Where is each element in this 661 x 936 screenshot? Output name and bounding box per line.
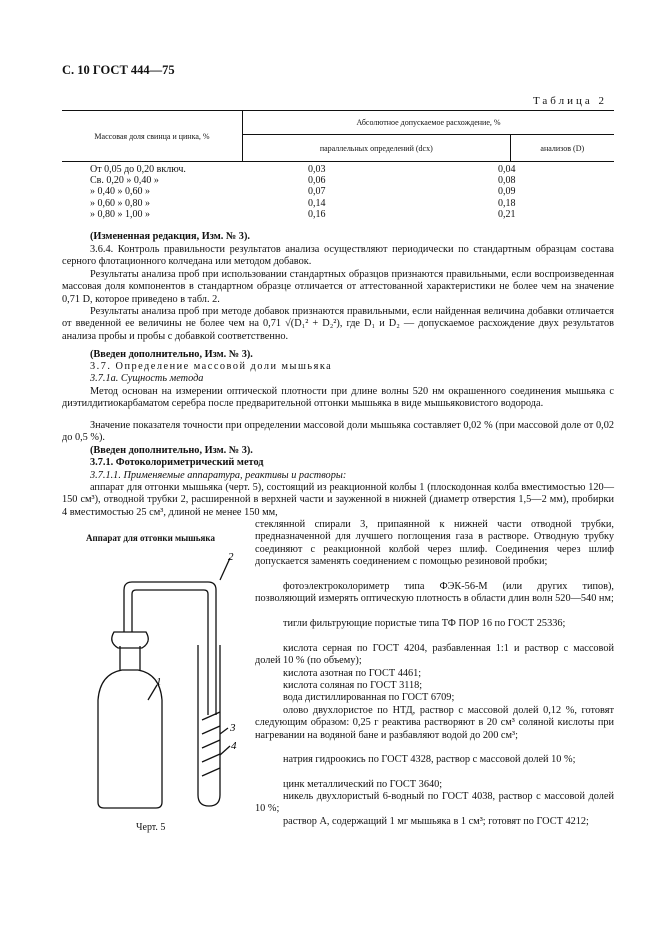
table-col-range: [90, 164, 186, 220]
col1-header: Массовая доля свинца и цинка, %: [62, 111, 243, 162]
table-cell: 0,07: [308, 186, 326, 198]
group-header: Абсолютное допускаемое расхождение, %: [243, 111, 615, 135]
table-col-parallel: [308, 164, 326, 220]
table-cell: 0,08: [498, 175, 516, 187]
list-item: кислота серная по ГОСТ 4204, разбавленная 1:1 и раствор с массовой долей 10 % (по объему);: [255, 643, 614, 667]
para-3-6-4: 3.6.4. Контроль правильности результатов анализа осуществляют периодически по стандартным образцам состава серного флотационного колчедана или методом добавок.: [62, 244, 614, 268]
para-3-7-1a: Метод основан на измерении оптической плотности при длине волны 520 нм окрашенного соединения мышьяка с диэтилдитиокарбаматом серебра после предварительной отгонки мышьяка в виде мышьяковистого водорода.: [62, 386, 614, 410]
table-cell: 0,03: [308, 164, 326, 175]
para-apparatus: аппарат для отгонки мышьяка (черт. 5), состоящий из реакционной колбы 1 (плоскодонная колба вместимостью 120—150 см³), отводной трубки 2, расширенной в верхней части и зауженной в нижней (диаметр отверстия 1,5—2 мм), пробирки 4 вместимостью 25 см³, длиной не менее 150 мм,: [62, 482, 614, 518]
table-col-analysis: [498, 164, 516, 220]
flask-neck: [120, 646, 140, 670]
reaction-flask: [98, 670, 162, 808]
table-row: Св. 0,20 » 0,40 »: [90, 175, 159, 187]
list-item: олово двухлористое по НТД, раствор с массовой долей 0,12 %, готовят следующим образом: 0,25 г реактива растворяют в 20 см³ соляной кислоты при нагревании на водяной бане и разбавляют водой до 200 см³;: [255, 705, 614, 741]
table-2: [62, 110, 614, 162]
revision-note-1: (Измененная редакция, Изм. № 3).: [90, 231, 250, 242]
table-cell: 0,16: [308, 208, 326, 220]
delivery-tube-inner: [132, 590, 208, 715]
label-3: 3: [230, 722, 236, 734]
ground-joint: [112, 632, 149, 648]
table-caption: Таблица 2: [532, 95, 607, 107]
table-row: От 0,05 до 0,20 включ.: [90, 164, 186, 175]
list-item: тигли фильтрующие пористые типа ТФ ПОР 16 по ГОСТ 25336;: [283, 618, 566, 629]
test-tube: [198, 645, 220, 806]
para-3-7-1a-accuracy: Значение показателя точности при определении массовой доли мышьяка составляет 0,02 % (при массовой доле от 0,02 до 0,5 %).: [62, 420, 614, 444]
figure-title: Аппарат для отгонки мышьяка: [86, 533, 215, 543]
section-3-7-1a-title: 3.7.1а. Сущность метода: [90, 373, 204, 384]
label-2: 2: [228, 551, 234, 563]
table-row: » 0,40 » 0,60 »: [90, 186, 150, 198]
table-cell: 0,14: [308, 197, 326, 209]
section-3-7-1-1-title: 3.7.1.1. Применяемые аппаратура, реактивы и растворы:: [90, 470, 347, 481]
list-item: фотоэлектроколориметр типа ФЭК-56-М (или других типов), позволяющий измерять оптическую плотность в области длин волн 520—540 нм;: [255, 581, 614, 605]
section-3-7-1-title: 3.7.1. Фотоколориметрический метод: [90, 457, 264, 468]
list-item: раствор А, содержащий 1 мг мышьяка в 1 см³; готовят по ГОСТ 4212;: [283, 816, 589, 827]
list-item: цинк металлический по ГОСТ 3640;: [283, 779, 443, 790]
col2-header: параллельных определений (dcx): [243, 135, 511, 162]
para-apparatus-cont: стеклянной спирали 3, припаянной к нижней части отводной трубки, предназначенной для лучшего поглощения газа в растворе. Отводную трубку соединяют с реакционной колбой через шлиф. Соединения через шлиф допускается заменять соединением с помощью резиновой пробки;: [255, 519, 614, 568]
list-item: кислота соляная по ГОСТ 3118;: [283, 680, 423, 691]
list-item: никель двухлористый 6-водный по ГОСТ 4038, раствор с массовой долей 10 %;: [255, 791, 614, 815]
table-cell: 0,18: [498, 197, 516, 209]
table-cell: 0,09: [498, 186, 516, 198]
added-note-1: (Введен дополнительно, Изм. № 3).: [90, 349, 253, 360]
figure-caption: Черт. 5: [136, 822, 166, 833]
label-4: 4: [231, 740, 237, 752]
page-header: С. 10 ГОСТ 444—75: [62, 63, 175, 77]
glass-spiral: [202, 712, 220, 776]
section-3-7-title: 3.7. Определение массовой доли мышьяка: [90, 361, 333, 372]
table-cell: 0,04: [498, 164, 516, 175]
label-1: 1: [156, 676, 162, 688]
list-item: вода дистиллированная по ГОСТ 6709;: [283, 692, 455, 703]
table-row: » 0,80 » 1,00 »: [90, 208, 150, 220]
para-3-6-4-b: Результаты анализа проб при использовании стандартных образцов признаются правильными, если воспроизведенная массовая доля компонентов в стандартном образце отличается от аттестованной характеристики не более чем на значение 0,71 D, которое приведено в табл. 2.: [62, 269, 614, 305]
table-cell: 0,06: [308, 175, 326, 187]
col3-header: анализов (D): [510, 135, 614, 162]
list-item: кислота азотная по ГОСТ 4461;: [283, 668, 422, 679]
table-row: » 0,60 » 0,80 »: [90, 197, 150, 209]
arsenic-distillation-apparatus-drawing: [70, 550, 250, 810]
table-cell: 0,21: [498, 208, 516, 220]
para-3-6-4-c: Результаты анализа проб при методе добавок признаются правильными, если найденная величина добавки отличается от введенной ее величины не более чем на 0,71 √(D₁² + D₂²), где D₁ и D₂ — допускаемое расхождение двух результатов анализа пробы и пробы с добавкой соответственно.: [62, 306, 614, 342]
list-item: натрия гидроокись по ГОСТ 4328, раствор с массовой долей 10 %;: [283, 754, 576, 765]
added-note-2: (Введен дополнительно, Изм. № 3).: [90, 445, 253, 456]
